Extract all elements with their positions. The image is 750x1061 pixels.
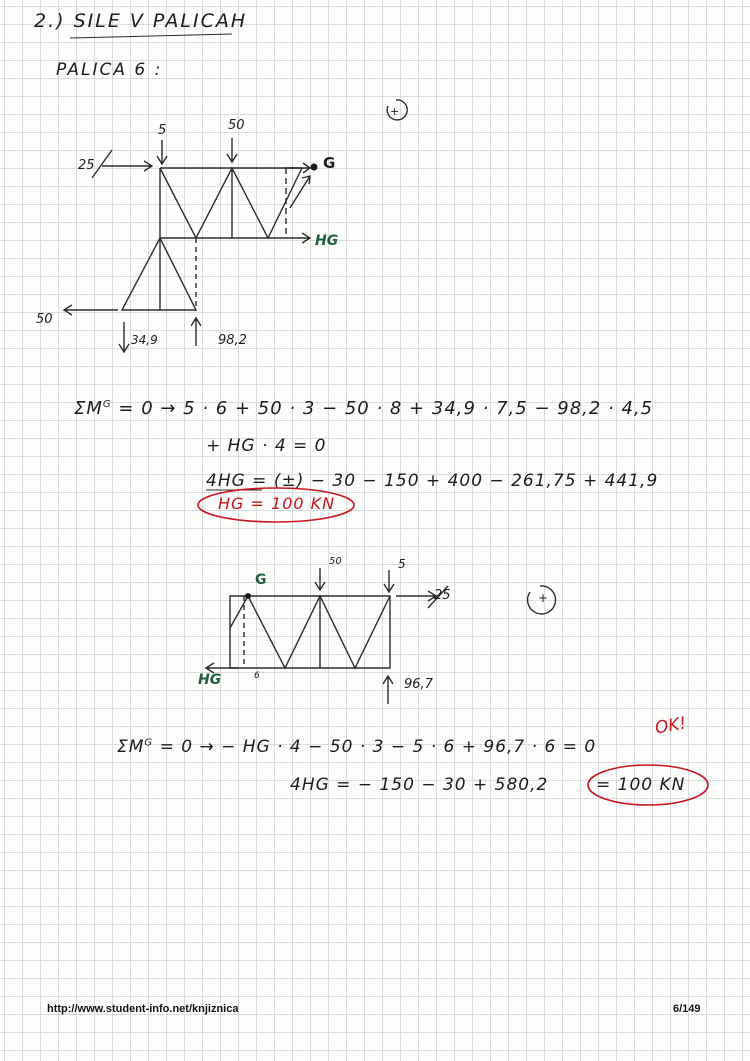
load-label-50-d2: 50	[329, 556, 342, 567]
equation1-line1-terms: = 0 → 5 · 6 + 50 · 3 − 50 · 8 + 34,9 · 7,5 − 98,2 · 4,5	[118, 398, 654, 419]
result2-hg: = 100 KN	[596, 775, 686, 795]
load-label-5-d2: 5	[398, 557, 406, 571]
reaction-label-34: 34,9	[131, 333, 158, 347]
horizontal-force-hg: HG	[315, 233, 339, 249]
equation2-line2: 4HG = − 150 − 30 + 580,2	[290, 775, 549, 795]
equation1-line3: 4HG = (±) − 30 − 150 + 400 − 261,75 + 441,9	[206, 471, 659, 491]
page-heading: 2.) SILE V PALICAH	[34, 10, 248, 32]
page-number: 6/149	[673, 1003, 701, 1015]
reaction-label-98: 98,2	[218, 333, 247, 348]
footer-url[interactable]: http://www.student-info.net/knjiznica	[47, 1003, 239, 1015]
crossed-load-25-d2: 25	[434, 588, 451, 603]
equation2-line1-terms: = 0 → − HG · 4 − 50 · 3 − 5 · 6 + 96,7 · 6 = 0	[159, 737, 597, 757]
sum-moment-symbol: ΣM	[74, 398, 103, 419]
crossed-load-25: 25	[78, 158, 95, 173]
moment-point: G	[102, 399, 112, 410]
moment-point-2: G	[144, 737, 154, 749]
node-label-g: G	[323, 154, 336, 172]
force-label-50: 50	[36, 312, 53, 327]
load-label-50: 50	[228, 118, 245, 133]
moment-sign-2: +	[538, 591, 549, 605]
sum-moment-symbol-2: ΣM	[117, 737, 145, 757]
node-label-g-d2: G	[255, 572, 267, 588]
small-label-6: 6	[254, 671, 260, 681]
load-label-5: 5	[158, 123, 167, 138]
check-ok: OK!	[653, 713, 688, 739]
subheading: PALICA 6 :	[56, 60, 163, 80]
reaction-label-96: 96,7	[404, 677, 433, 692]
horizontal-force-hg-d2: HG	[198, 672, 222, 688]
result1-hg: HG = 100 KN	[218, 494, 336, 513]
moment-sign-1: +	[390, 105, 400, 118]
equation1-line2: + HG · 4 = 0	[206, 436, 327, 456]
